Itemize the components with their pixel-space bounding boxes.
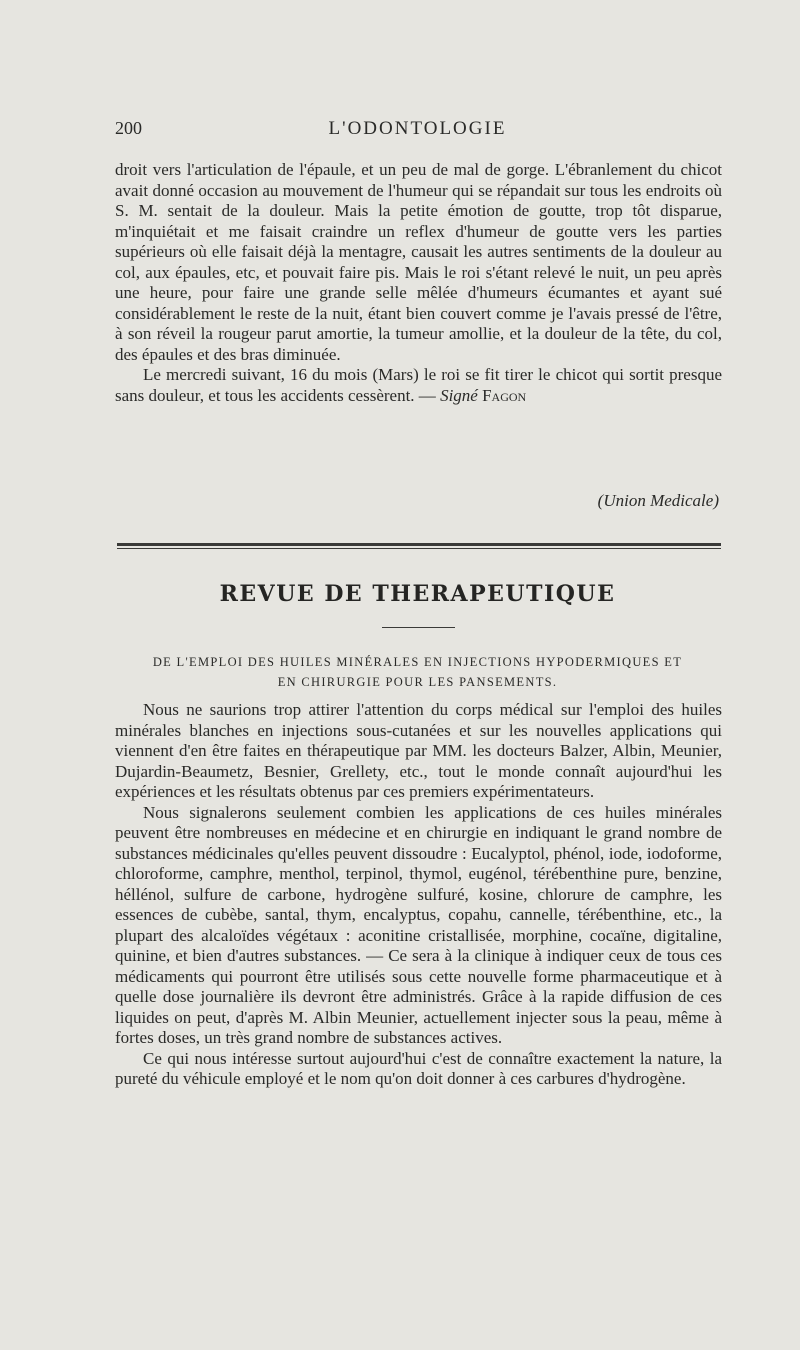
running-head bbox=[115, 118, 720, 142]
section-title: REVUE DE THERAPEUTIQUE bbox=[219, 581, 616, 607]
page-number: 200 bbox=[115, 118, 142, 138]
article-body bbox=[115, 700, 722, 1090]
continuation-paragraph: droit vers l'articulation de l'épaule, et un peu de mal de gorge. L'ébranlement du chicot avait donné occasion au mouvement de l'humeur qui se répandait sur tous les endroits où S. M. sentait de la douleur. Mais la petite émotion de goutte, trop tôt disparue, m'inquiétait et me faisait craindre un reflex d'humeur de goutte vers les parties supérieurs où elle faisait déjà la mentagre, causait les autres sentiments de la douleur au col, aux épaules, etc, et pouvait faire pis. Mais le roi s'étant relevé le nuit, un peu après une heure, pour faire une grande selle mêlée d'humeurs écumantes et ayant sué considérablement le reste de la nuit, étant bien couvert comme je l'avais pressé de l'être, à son réveil la rougeur parut amortie, la tumeur amollie, et la douleur de la tête, du col, des épaules et des bras diminuée. bbox=[115, 160, 722, 364]
signed-label: Signé bbox=[440, 385, 478, 405]
closing-paragraph bbox=[115, 365, 722, 406]
closing-text: Le mercredi suivant, 16 du mois (Mars) le roi se fit tirer le chicot qui sortit presque sans douleur, et tous les accidents cessèrent. — bbox=[115, 365, 722, 405]
journal-title: L'ODONTOLOGIE bbox=[328, 118, 507, 139]
source-citation: (Union Medicale) bbox=[597, 491, 719, 510]
continuation-text bbox=[115, 160, 722, 406]
article-paragraph-1: Nous ne saurions trop attirer l'attention du corps médical sur l'emploi des huiles minérales blanches en injections sous-cutanées et sur les nouvelles applications qui viennent d'en être faites en thérapeutique par MM. les docteurs Balzer, Albin, Meunier, Dujardin-Beaumetz, Besnier, Grellety, etc., tout le monde connaît aujourd'hui les expériences et les résultats obtenus par ces premiers expérimentateurs. bbox=[115, 700, 722, 801]
article-paragraph-2: Nous signalerons seulement combien les applications de ces huiles minérales peuvent être nombreuses en médecine et en chirurgie en indiquant le grand nombre de substances médicinales qu'elles peuvent dissoudre : Eucalyptol, phénol, iode, iodoforme, chloroforme, camphre, menthol, terpinol, thymol, eugénol, térébenthine pure, benzine, héllénol, sulfure de carbone, hydrogène sulfuré, kosine, chlorure de camphre, les essences de cubèbe, santal, thym, encalyptus, copahu, cannelle, térébenthine, etc., la plupart des alcaloïdes végétaux : aconitine cristallisée, morphine, cocaïne, digitaline, quinine, et bien d'autres substances. — Ce sera à la clinique à indiquer ceux de tous ces médicaments qui pourront être utilisés sous cette nouvelle forme pharmaceutique et à quelle dose journalière ils devront être administrés. Grâce à la rapide diffusion de ces liquides on peut, d'après M. Albin Meunier, actuellement injecter sous la peau, même à fortes doses, un très grand nombre de substances actives. bbox=[115, 802, 722, 1047]
article-paragraph-3: Ce qui nous intéresse surtout aujourd'hui c'est de connaître exactement la nature, la pureté du véhicule employé et le nom qu'on doit donner à ces carbures d'hydrogène. bbox=[115, 1048, 722, 1088]
title-rule bbox=[382, 627, 455, 628]
article-title-line1: DE L'EMPLOI DES HUILES MINÉRALES EN INJECTIONS HYPODERMIQUES ET bbox=[152, 655, 683, 669]
article-title-line2: EN CHIRURGIE POUR LES PANSEMENTS. bbox=[277, 675, 558, 689]
section-divider bbox=[117, 543, 721, 549]
signature: Fagon bbox=[482, 385, 527, 405]
article-title bbox=[115, 652, 720, 692]
